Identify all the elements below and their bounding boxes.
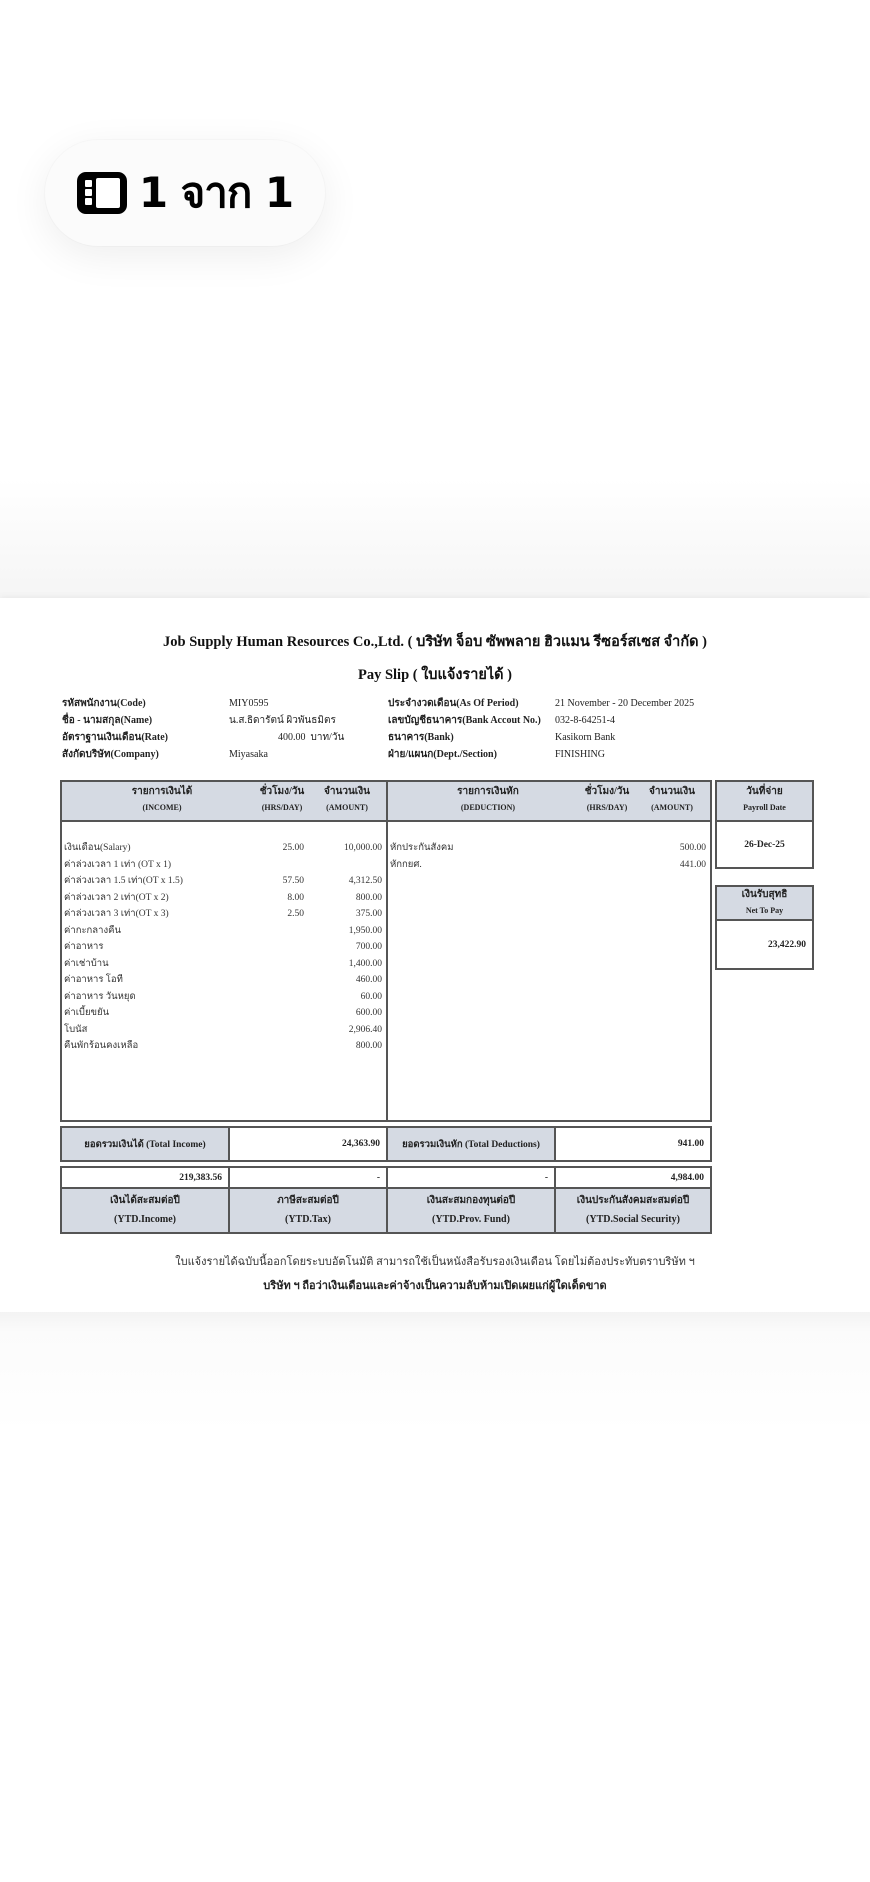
payment-info — [388, 695, 808, 763]
income-item-name: ค่าอาหาร โอที — [64, 975, 123, 985]
sidebar-thumbnails-icon — [77, 172, 127, 214]
deduction-item-name: หักกยศ. — [390, 859, 422, 870]
ytd-tax-value: - — [376, 1172, 380, 1183]
income-item-amount — [312, 857, 382, 873]
deduction-item-amount: 441.00 — [679, 859, 706, 870]
income-item-amount: 800.00 — [355, 892, 382, 903]
income-item-name: ค่าล่วงเวลา 1 เท่า (OT x 1) — [64, 859, 172, 870]
income-item-hrs — [252, 972, 304, 988]
income-item-hrs — [252, 1005, 304, 1021]
page-indicator[interactable] — [45, 140, 325, 246]
income-item-amount: 1,400.00 — [348, 958, 382, 969]
header-income-hrs: ชั่วโมง/วัน (HRS/DAY) — [259, 786, 305, 812]
income-item-hrs: 57.50 — [282, 876, 304, 886]
income-item-name: ค่าล่วงเวลา 1.5 เท่า(OT x 1.5) — [64, 876, 183, 886]
income-item-amount: 375.00 — [355, 909, 382, 919]
ytd-income-label: เงินได้สะสมต่อปี (YTD.Income) — [110, 1195, 180, 1225]
income-item-hrs: 8.00 — [287, 892, 304, 903]
income-item-name: เงินเดือน(Salary) — [64, 843, 131, 853]
income-item-hrs — [252, 956, 304, 972]
income-item-amount: 4,312.50 — [348, 876, 382, 886]
totals-row — [60, 1126, 712, 1162]
header-deduction-amount: จำนวนเงิน (AMOUNT) — [649, 786, 695, 812]
header-income-amount: จำนวนเงิน (AMOUNT) — [324, 786, 370, 812]
total-deductions-label: ยอดรวมเงินหัก (Total Deductions) — [402, 1139, 540, 1150]
viewer-background — [0, 0, 870, 598]
info-bank: ธนาคาร(Bank) Kasikorn Bank — [388, 732, 616, 743]
income-item-amount: 1,950.00 — [348, 925, 382, 936]
info-code: รหัสพนักงาน(Code) MIY0595 — [62, 698, 269, 709]
net-to-pay-box — [715, 885, 814, 970]
income-item-hrs — [252, 923, 304, 939]
income-item-hrs: 2.50 — [287, 909, 304, 919]
deduction-item-amount: 500.00 — [679, 843, 706, 853]
income-item-name: ค่าอาหาร — [64, 942, 104, 952]
info-name: ชื่อ - นามสกุล(Name) น.ส.ธิดารัตน์ ผิวพันธมิตร — [62, 715, 336, 726]
payroll-date-box — [715, 780, 814, 869]
info-bank-account: เลขบัญชีธนาคาร(Bank Accout No.) 032-8-64251-4 — [388, 715, 615, 726]
viewer-background-bottom — [0, 1312, 870, 1882]
page-indicator-text: 1 จาก 1 — [138, 168, 294, 217]
income-item-hrs — [252, 939, 304, 955]
income-item-name: โบนัส — [64, 1024, 88, 1035]
footer-confidential: บริษัท ฯ ถือว่าเงินเดือนและค่าจ้างเป็นความลับห้ามเปิดเผยแก่ผู้ใดเด็ดขาด — [263, 1280, 607, 1292]
footer-note: ใบแจ้งรายได้ฉบับนี้ออกโดยระบบอัตโนมัติ สามารถใช้เป็นหนังสือรับรองเงินเดือน โดยไม่ต้องประทับตราบริษัท ฯ — [175, 1256, 695, 1268]
income-item-hrs: 25.00 — [282, 843, 304, 853]
header-deduction: รายการเงินหัก (DEDUCTION) — [457, 786, 519, 812]
slip-title: Pay Slip ( ใบแจ้งรายได้ ) — [357, 667, 513, 683]
info-company: สังกัดบริษัท(Company) Miyasaka — [62, 749, 268, 760]
income-item-amount: 10,000.00 — [344, 843, 382, 853]
income-item-hrs — [252, 1022, 304, 1038]
info-dept: ฝ่าย/แผนก(Dept./Section) FINISHING — [388, 749, 605, 760]
income-item-amount: 800.00 — [355, 1041, 382, 1051]
net-to-pay-header: เงินรับสุทธิ Net To Pay — [741, 889, 788, 915]
income-item-name: คืนพักร้อนคงเหลือ — [64, 1041, 139, 1051]
ytd-prov-fund-label: เงินสะสมกองทุนต่อปี (YTD.Prov. Fund) — [426, 1195, 516, 1225]
income-item-amount: 700.00 — [355, 942, 382, 952]
total-income-label: ยอดรวมเงินได้ (Total Income) — [84, 1139, 206, 1150]
header-income: รายการเงินได้ (INCOME) — [131, 786, 193, 812]
info-rate: อัตราฐานเงินเดือน(Rate) 400.00 บาท/วัน — [62, 732, 345, 743]
ytd-social-security-value: 4,984.00 — [670, 1172, 704, 1183]
income-item-amount: 460.00 — [355, 975, 382, 985]
pay-slip-page — [0, 598, 870, 1312]
deduction-item-name: หักประกันสังคม — [390, 843, 454, 853]
income-item-name: ค่าเช่าบ้าน — [64, 958, 109, 969]
income-item-name: ค่ากะกลางคืน — [64, 925, 121, 936]
income-item-hrs — [252, 857, 304, 873]
income-item-amount: 60.00 — [360, 991, 382, 1002]
ytd-tax-label: ภาษีสะสมต่อปี (YTD.Tax) — [277, 1195, 339, 1225]
header-deduction-hrs: ชั่วโมง/วัน (HRS/DAY) — [584, 786, 630, 812]
employee-info — [62, 695, 382, 763]
income-item-name: ค่าเบี้ยขยัน — [64, 1008, 110, 1018]
ytd-prov-fund-value: - — [544, 1172, 548, 1183]
income-item-name: ค่าอาหาร วันหยุด — [64, 991, 136, 1002]
income-item-name: ค่าล่วงเวลา 3 เท่า(OT x 3) — [64, 909, 169, 919]
info-period: ประจำงวดเดือน(As Of Period) 21 November - 20 December 2025 — [388, 698, 695, 709]
income-item-name: ค่าล่วงเวลา 2 เท่า(OT x 2) — [64, 892, 169, 903]
payroll-date-value: 26-Dec-25 — [744, 839, 785, 850]
income-item-amount: 600.00 — [355, 1008, 382, 1018]
income-item-hrs — [252, 1038, 304, 1054]
company-name: Job Supply Human Resources Co.,Ltd. ( บริษัท จ็อบ ซัพพลาย ฮิวแมน รีซอร์สเซส จำกัด ) — [163, 634, 707, 650]
income-item-amount: 2,906.40 — [348, 1024, 382, 1035]
total-deductions-value: 941.00 — [677, 1139, 704, 1149]
ytd-income-value: 219,383.56 — [179, 1172, 222, 1183]
net-to-pay-value: 23,422.90 — [768, 939, 806, 950]
total-income-value: 24,363.90 — [342, 1139, 380, 1149]
income-item-hrs — [252, 989, 304, 1005]
payroll-date-header: วันที่จ่าย Payroll Date — [743, 786, 786, 812]
income-deduction-table — [60, 780, 712, 1122]
ytd-social-security-label: เงินประกันสังคมสะสมต่อปี (YTD.Social Security) — [576, 1195, 690, 1225]
ytd-table — [60, 1166, 712, 1234]
